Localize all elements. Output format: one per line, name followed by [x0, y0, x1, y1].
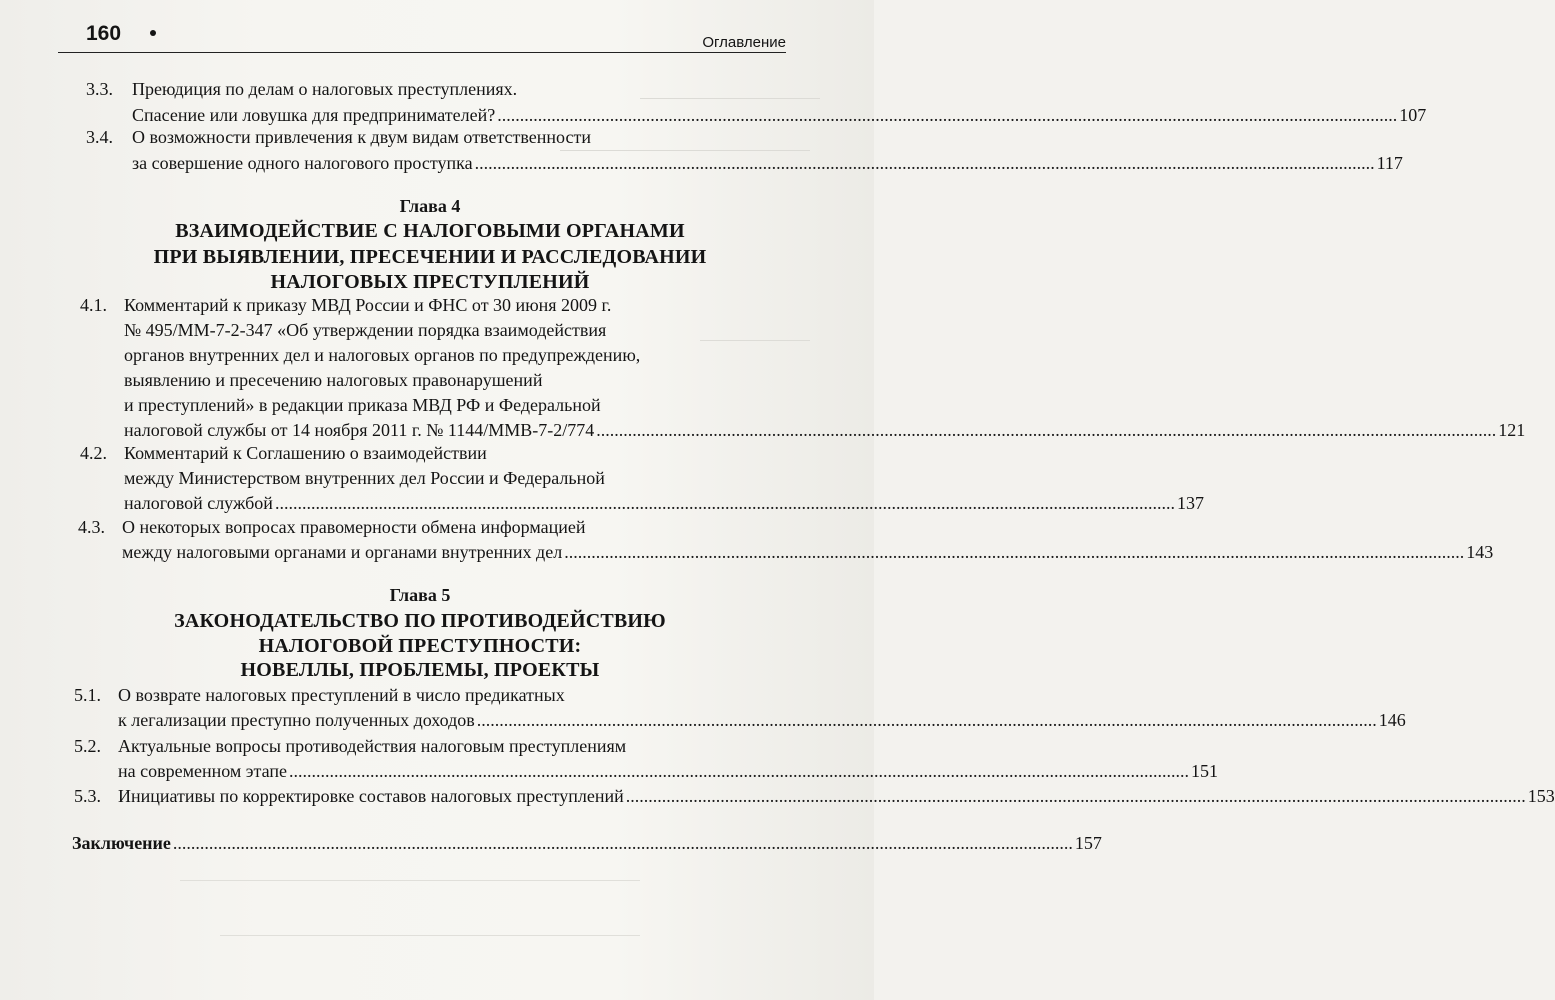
entry-text-line: Комментарий к Соглашению о взаимодействии: [124, 443, 487, 463]
toc-entry-4-1: [80, 294, 1526, 444]
entry-number: 5.3.: [74, 786, 101, 806]
entry-text-line: на современном этапе: [118, 761, 287, 781]
chapter-title-line: НАЛОГОВЫХ ПРЕСТУПЛЕНИЙ: [270, 271, 590, 293]
entry-text-line: О возврате налоговых преступлений в число предикатных: [118, 685, 565, 705]
chapter-title-line: НАЛОГОВОЙ ПРЕСТУПНОСТИ:: [258, 635, 582, 657]
chapter-label: Глава 5: [389, 585, 451, 605]
entry-page-number: 143: [1466, 542, 1494, 562]
chapter-title-line: ЗАКОНОДАТЕЛЬСТВО ПО ПРОТИВОДЕЙСТВИЮ: [174, 610, 666, 632]
entry-number: 4.1.: [80, 295, 107, 315]
entry-text-line: Преюдиция по делам о налоговых преступлениях.: [132, 79, 518, 99]
entry-text-line: Инициативы по корректировке составов налоговых преступлений: [118, 786, 624, 806]
entry-text-line: Спасение или ловушка для предпринимателей?: [132, 105, 496, 125]
page-header: [58, 22, 786, 53]
dot-leader: ........................................................................................................................................................................................................: [476, 710, 1377, 730]
dot-leader: ........................................................................................................................................................................................................: [172, 833, 1073, 853]
dot-leader: ........................................................................................................................................................................................................: [288, 761, 1189, 781]
entry-page-number: 117: [1376, 153, 1403, 173]
toc-entry-5-3: [74, 785, 1555, 810]
dot-leader: ........................................................................................................................................................................................................: [596, 420, 1497, 440]
entry-text-line: между налоговыми органами и органами внутренних дел: [122, 542, 563, 562]
entry-text-line: выявлению и пресечению налоговых правонарушений: [124, 370, 543, 390]
entry-text-line: за совершение одного налогового проступка: [132, 153, 473, 173]
entry-text-line: Комментарий к приказу МВД России и ФНС от 30 июня 2009 г.: [124, 295, 612, 315]
bleed-through-mark: [180, 880, 640, 889]
entry-number: 5.2.: [74, 736, 101, 756]
entry-number: 3.3.: [86, 79, 113, 99]
entry-text-line: О возможности привлечения к двум видам ответственности: [132, 127, 591, 147]
entry-number: 3.4.: [86, 127, 113, 147]
entry-text-line: к легализации преступно полученных доходов: [118, 710, 475, 730]
entry-page-number: 153: [1527, 786, 1555, 806]
toc-entry-3-4: [86, 126, 1403, 174]
entry-page-number: 157: [1074, 833, 1102, 853]
entry-text-line: О некоторых вопросах правомерности обмена информацией: [122, 517, 586, 537]
chapter-label: Глава 4: [399, 196, 461, 216]
entry-page-number: 121: [1498, 420, 1526, 440]
entry-page-number: 137: [1176, 493, 1204, 513]
bleed-through-mark: [220, 935, 640, 944]
dot-leader: ........................................................................................................................................................................................................: [274, 493, 1175, 513]
toc-entry-5-1: [74, 684, 1406, 734]
entry-text-line: и преступлений» в редакции приказа МВД РФ и Федеральной: [124, 395, 601, 415]
dot-leader: ........................................................................................................................................................................................................: [564, 542, 1465, 562]
chapter-title-line: НОВЕЛЛЫ, ПРОБЛЕМЫ, ПРОЕКТЫ: [240, 659, 600, 681]
dot-leader: ........................................................................................................................................................................................................: [474, 153, 1375, 173]
entry-text-line: органов внутренних дел и налоговых органов по предупреждению,: [124, 345, 641, 365]
dot-leader: ........................................................................................................................................................................................................: [625, 786, 1526, 806]
toc-entry-conclusion: [72, 832, 1102, 857]
toc-entry-4-3: [78, 516, 1494, 566]
toc-entry-4-2: [80, 442, 1204, 517]
entry-text-line: Актуальные вопросы противодействия налоговым преступлениям: [118, 736, 627, 756]
bullet-dot-icon: [150, 30, 156, 36]
entry-number: 5.1.: [74, 685, 101, 705]
dot-leader: ........................................................................................................................................................................................................: [497, 105, 1398, 125]
entry-number: 4.2.: [80, 443, 107, 463]
entry-text-line: налоговой службой: [124, 493, 273, 513]
toc-entry-3-3: [86, 78, 1427, 126]
conclusion-label: Заключение: [72, 833, 171, 853]
entry-page-number: 107: [1399, 105, 1427, 125]
entry-number: 4.3.: [78, 517, 105, 537]
entry-text-line: № 495/ММ-7-2-347 «Об утверждении порядка взаимодействия: [124, 320, 607, 340]
page-number: 160: [86, 22, 122, 45]
entry-page-number: 146: [1378, 710, 1406, 730]
running-title: Оглавление: [702, 34, 786, 51]
entry-text-line: между Министерством внутренних дел России и Федеральной: [124, 468, 605, 488]
chapter-title-line: ВЗАИМОДЕЙСТВИЕ С НАЛОГОВЫМИ ОРГАНАМИ: [175, 220, 685, 242]
chapter-title-line: ПРИ ВЫЯВЛЕНИИ, ПРЕСЕЧЕНИИ И РАССЛЕДОВАНИИ: [153, 246, 707, 268]
toc-entry-5-2: [74, 735, 1218, 785]
entry-page-number: 151: [1190, 761, 1218, 781]
entry-text-line: налоговой службы от 14 ноября 2011 г. № 1144/ММВ-7-2/774: [124, 420, 595, 440]
